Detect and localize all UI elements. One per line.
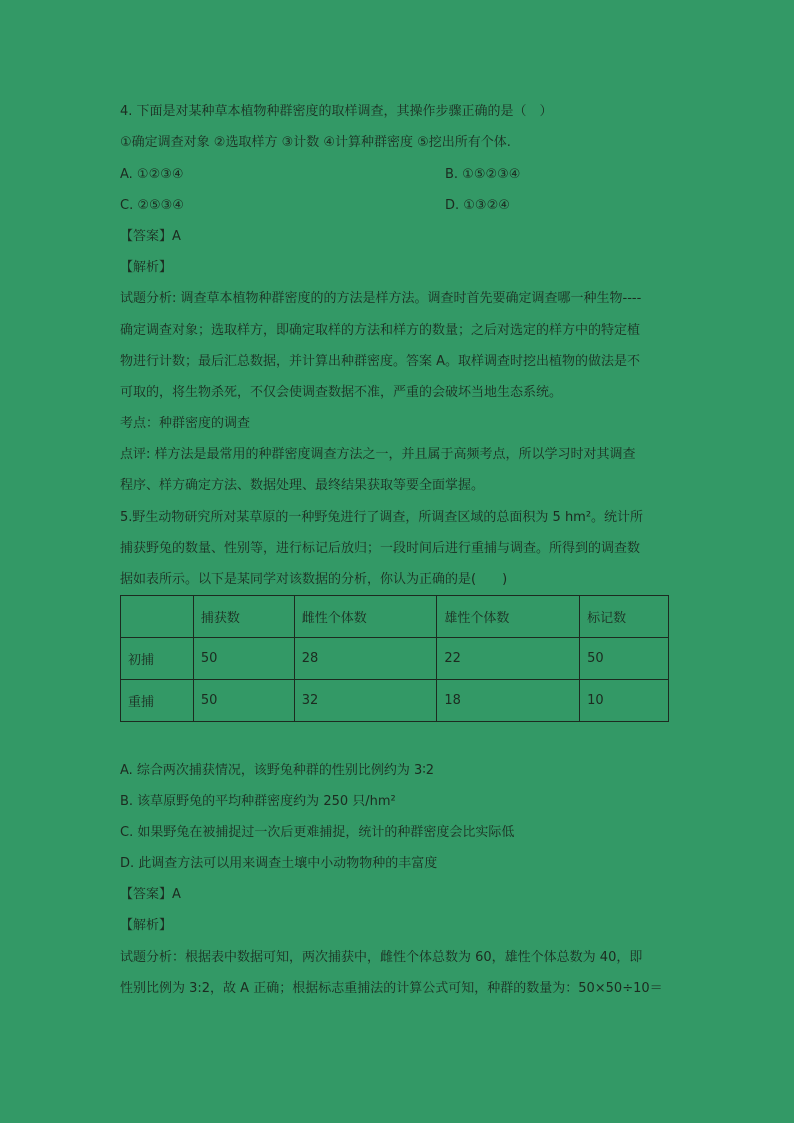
q4-answer: 【答案】A [120,229,181,244]
q4-dianping-line: 程序、样方确定方法、数据处理、最终结果获取等要全面掌握。 [120,478,485,493]
table-cell: 50 [193,638,294,680]
q5-option-b: B. 该草原野兔的平均种群密度约为 250 只/hm² [120,794,396,809]
table-row [121,680,669,722]
q5-stem-line: 5.野生动物研究所对某草原的一种野兔进行了调查，所调查区域的总面积为 5 hm²。统计所 [120,510,644,525]
q4-option-d: D. ①③②④ [445,198,510,213]
q4-dianping-line: 点评: 样方法是最常用的种群密度调查方法之一，并且属于高频考点，所以学习时对其调查 [120,447,636,462]
q4-kaodian: 考点：种群密度的调查 [120,416,251,431]
q4-analysis-head: 【解析】 [120,260,173,275]
q4-option-c: C. ②⑤③④ [120,198,184,213]
q4-analysis-line: 试题分析: 调查草本植物种群密度的的方法是样方法。调查时首先要确定调查哪一种生物---- [120,291,642,306]
table-cell: 初捕 [121,638,194,680]
table-header-cell [121,596,194,638]
q5-answer: 【答案】A [120,887,181,902]
capture-data-table [120,595,669,722]
table-cell: 重捕 [121,680,194,722]
table-cell: 22 [437,638,580,680]
q5-analysis-line: 试题分析：根据表中数据可知，两次捕获中，雌性个体总数为 60，雄性个体总数为 40，即 [120,950,643,965]
q4-analysis-line: 物进行计数；最后汇总数据，并计算出种群密度。答案 A。取样调查时挖出植物的做法是不 [120,354,641,369]
table-cell: 50 [580,638,669,680]
table-row [121,638,669,680]
q5-stem-line: 捕获野兔的数量、性别等，进行标记后放归；一段时间后进行重捕与调查。所得到的调查数 [120,541,641,556]
q4-analysis-line: 确定调查对象；选取样方，即确定取样的方法和样方的数量；之后对选定的样方中的特定植 [120,323,641,338]
q4-option-b: B. ①⑤②③④ [445,167,521,182]
q5-analysis-line: 性别比例为 3:2，故 A 正确；根据标志重捕法的计算公式可知，种群的数量为：50×50÷10＝ [120,981,663,996]
q4-analysis-line: 可取的，将生物杀死，不仅会使调查数据不准，严重的会破坏当地生态系统。 [120,385,563,400]
q5-option-d: D. 此调查方法可以用来调查土壤中小动物物种的丰富度 [120,856,438,871]
table-cell: 10 [580,680,669,722]
table-header-cell: 标记数 [580,596,669,638]
q5-option-a: A. 综合两次捕获情况，该野兔种群的性别比例约为 3∶2 [120,763,434,778]
q5-option-c: C. 如果野兔在被捕捉过一次后更难捕捉，统计的种群密度会比实际低 [120,825,515,840]
table-header-cell: 雌性个体数 [294,596,437,638]
table-cell: 28 [294,638,437,680]
q5-analysis-head: 【解析】 [120,918,173,933]
q5-stem-line: 据如表所示。以下是某同学对该数据的分析，你认为正确的是( ) [120,572,508,587]
table-header-cell: 雄性个体数 [437,596,580,638]
table-cell: 32 [294,680,437,722]
table-cell: 50 [193,680,294,722]
q4-option-a: A. ①②③④ [120,167,184,182]
q4-question: 4. 下面是对某种草本植物种群密度的取样调查，其操作步骤正确的是（ ） [120,104,553,119]
table-header-cell: 捕获数 [193,596,294,638]
q4-steps: ①确定调查对象 ②选取样方 ③计数 ④计算种群密度 ⑤挖出所有个体. [120,135,511,150]
table-header-row [121,596,669,638]
table-cell: 18 [437,680,580,722]
